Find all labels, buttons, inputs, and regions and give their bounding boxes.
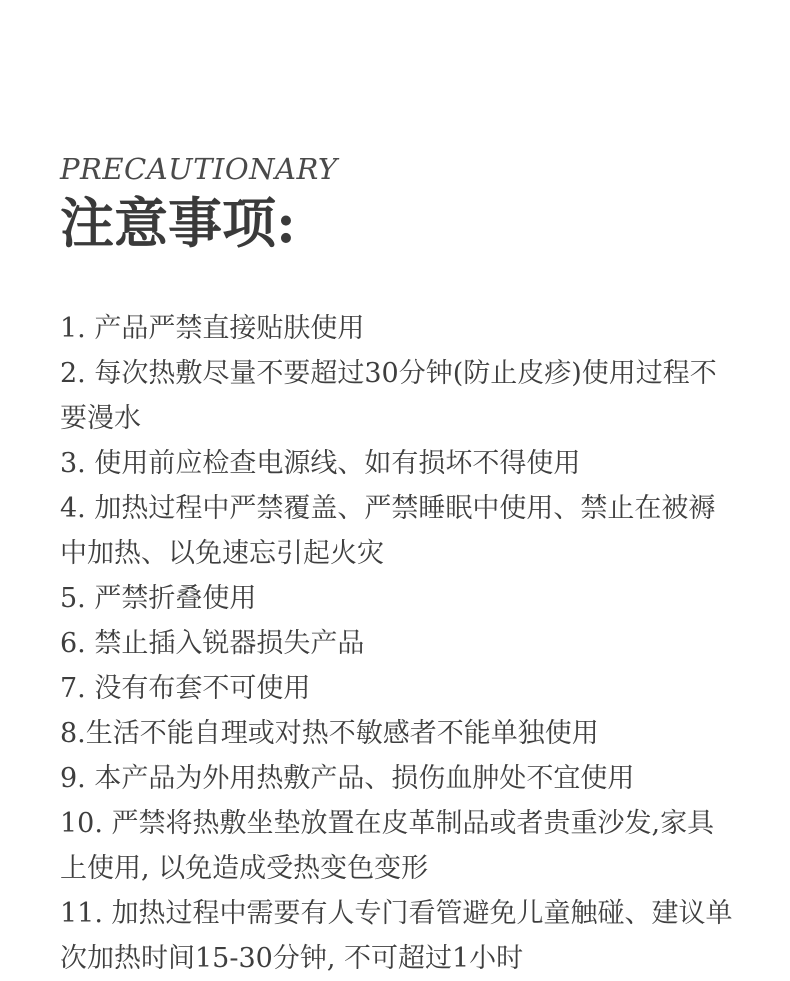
- list-item: 5. 严禁折叠使用: [60, 583, 257, 614]
- list-item: 11. 加热过程中需要有人专门看管避免儿童触碰、建议单次加热时间15-30分钟, 不可超过1小时: [60, 898, 733, 974]
- list-item: 7. 没有布套不可使用: [60, 673, 311, 704]
- list-item: 8.生活不能自理或对热不敏感者不能单独使用: [60, 718, 599, 749]
- section-title: 注意事项:: [60, 191, 296, 255]
- list-item: 1. 产品严禁直接贴肤使用: [60, 313, 365, 344]
- header: [60, 150, 338, 256]
- list-item: 4. 加热过程中严禁覆盖、严禁睡眠中使用、禁止在被褥中加热、以免速忘引起火灾: [60, 493, 716, 569]
- list-item: 10. 严禁将热敷坐垫放置在皮革制品或者贵重沙发,家具上使用, 以免造成受热变色变形: [60, 808, 715, 884]
- list-item: 2. 每次热敷尽量不要超过30分钟(防止皮疹)使用过程不要漫水: [60, 358, 717, 434]
- list-item: 3. 使用前应检查电源线、如有损坏不得使用: [60, 448, 581, 479]
- list-item: 6. 禁止插入锐器损失产品: [60, 628, 365, 659]
- precautions-list: [60, 306, 740, 981]
- section-subtitle: PRECAUTIONARY: [60, 152, 338, 186]
- list-item: 9. 本产品为外用热敷产品、损伤血肿处不宜使用: [60, 763, 635, 794]
